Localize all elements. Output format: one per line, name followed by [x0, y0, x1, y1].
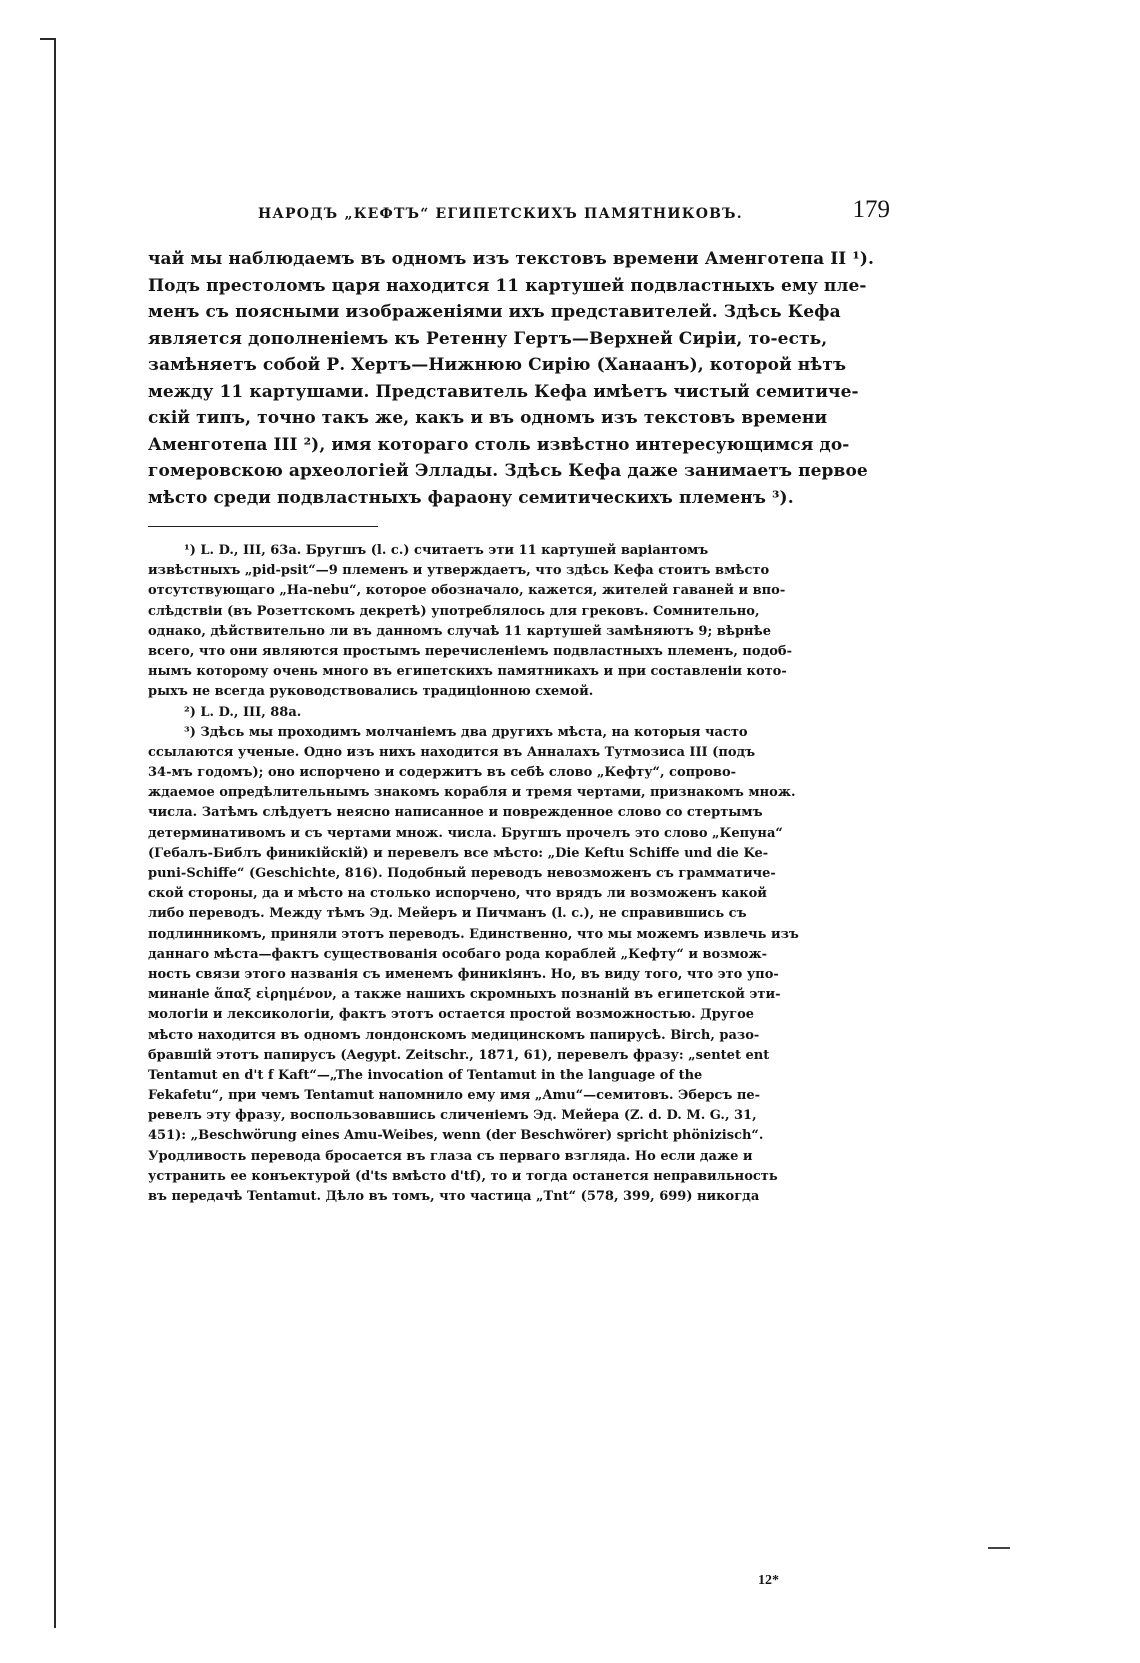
footnotes [148, 541, 890, 1207]
text-line: менъ съ поясными изображеніями ихъ представителей. Здѣсь Кефа [148, 302, 841, 322]
signature-mark: 12* [758, 1573, 779, 1588]
footnote-line: 34-мъ годомъ); оно испорчено и содержитъ въ себѣ слово „Кефту“, сопрово- [148, 765, 737, 781]
footnote-line: ссылаются ученые. Одно изъ нихъ находится въ Анналахъ Тутмозиса III (подъ [148, 744, 756, 760]
footnote-line: мологіи и лексикологіи, фактъ этотъ остается простой возможностью. Другое [148, 1007, 755, 1023]
footnote-rule [148, 526, 378, 527]
text-line: является дополненіемъ къ Ретенну Гертъ—Верхней Сиріи, то-есть, [148, 328, 828, 349]
footnote-line: отсутствующаго „Ha-nebu“, которое обозначало, кажется, жителей гаваней и впо- [148, 583, 786, 599]
footnote-line: Fekafetu“, при чемъ Tentamut напомнило ему имя „Amu“—семитовъ. Эберсъ пе- [148, 1088, 761, 1104]
footnote-2 [148, 703, 890, 723]
footnote-line: нымъ которому очень много въ египетскихъ памятникахъ и при составленіи кото- [148, 664, 787, 680]
footnote-line: Уродливость перевода бросается въ глаза съ перваго взгляда. Но если даже и [148, 1148, 753, 1164]
running-title: НАРОДЪ „КЕФТЪ“ ЕГИПЕТСКИХЪ ПАМЯТНИКОВЪ. [258, 206, 743, 222]
page-number: 179 [852, 196, 890, 223]
footnote-line: 451): „Beschwörung eines Amu-Weibes, wenn (der Beschwörer) spricht phönizisch“. [148, 1128, 764, 1144]
footnote-line: слѣдствіи (въ Розеттскомъ декретѣ) употреблялось для грековъ. Сомнительно, [148, 603, 760, 619]
footnote-line: числа. Затѣмъ слѣдуетъ неясно написанное и поврежденное слово со стертымъ [148, 805, 763, 821]
footnote-1 [148, 541, 890, 703]
scan-edge-tick [40, 38, 54, 40]
text-line: Подъ престоломъ царя находится 11 картушей подвластныхъ ему пле- [148, 275, 867, 296]
footnote-line: ²) L. D., III, 88a. [184, 704, 302, 720]
footnote-line: Tentamut en d't f Kaft“—„The invocation of Tentamut in the language of the [148, 1067, 703, 1083]
footnote-line: минаніе ἅπαξ εἰρημένον, а также нашихъ скромныхъ познаній въ египетской эти- [148, 987, 781, 1003]
text-line: между 11 картушами. Представитель Кефа имѣетъ чистый семитиче- [148, 381, 859, 402]
page [148, 196, 890, 1588]
footnote-3 [148, 723, 890, 1208]
main-text [148, 246, 890, 511]
footnote-line: ревелъ эту фразу, воспользовавшись сличеніемъ Эд. Мейера (Z. d. D. M. G., 31, [148, 1108, 757, 1124]
footnote-line: устранить ее конъектурой (d'ts вмѣсто d'tf), то и тогда останется неправильность [148, 1168, 778, 1184]
footnote-line: ³) Здѣсь мы проходимъ молчаніемъ два другихъ мѣста, на которыя часто [184, 724, 748, 740]
footnote-line: (Гебалъ-Библъ финикійскій) и перевелъ все мѣсто: „Die Keftu Schiffe und die Ke- [148, 845, 769, 861]
footnote-line: ность связи этого названія съ именемъ финикіянъ. Но, въ виду того, что это упо- [148, 966, 779, 982]
scan-corner-dash [988, 1547, 1010, 1549]
running-header [148, 196, 890, 236]
text-line: чай мы наблюдаемъ въ одномъ изъ текстовъ времени Аменготепа II ¹). [148, 249, 875, 269]
footnote-line: ской стороны, да и мѣсто на столько испорчено, что врядъ ли возможенъ какой [148, 886, 767, 902]
text-line: мѣсто среди подвластныхъ фараону семитическихъ племенъ ³). [148, 487, 794, 508]
text-line: гомеровскою археологіей Эллады. Здѣсь Кефа даже занимаетъ первое [148, 461, 868, 481]
text-line: замѣняетъ собой Р. Хертъ—Нижнюю Сирію (Ханаанъ), которой нѣтъ [148, 355, 847, 375]
footnote-line: puni-Schiffe“ (Geschichte, 816). Подобный переводъ невозможенъ съ грамматиче- [148, 866, 776, 881]
footnote-line: ждаемое опредѣлительнымъ знакомъ корабля и тремя чертами, признакомъ множ. [148, 785, 796, 801]
footnote-line: всего, что они являются простымъ перечисленіемъ подвластныхъ племенъ, подоб- [148, 643, 792, 659]
footnote-line: рыхъ не всегда руководствовались традиціонною схемой. [148, 684, 594, 700]
scan-edge-line [54, 38, 56, 1628]
footnote-line: либо переводъ. Между тѣмъ Эд. Мейеръ и Пичманъ (l. c.), не справившись съ [148, 906, 747, 922]
footnote-line: даннаго мѣста—фактъ существованія особаго рода кораблей „Кефту“ и возмож- [148, 946, 767, 962]
text-line: скій типъ, точно такъ же, какъ и въ одномъ изъ текстовъ времени [148, 408, 828, 428]
footnote-line: однако, дѣйствительно ли въ данномъ случаѣ 11 картушей замѣняютъ 9; вѣрнѣе [148, 623, 771, 639]
footnote-line: подлинникомъ, приняли этотъ переводъ. Единственно, что мы можемъ извлечь изъ [148, 926, 799, 942]
footnote-line: извѣстныхъ „pid-psit“—9 племенъ и утверждаетъ, что здѣсь Кефа стоитъ вмѣсто [148, 563, 770, 579]
footnote-line: детерминативомъ и съ чертами множ. числа. Бругшъ прочелъ это слово „Кепуна“ [148, 825, 783, 841]
text-line: Аменготепа III ²), имя котораго столь извѣстно интересующимся до- [148, 434, 850, 455]
footnote-line: ¹) L. D., III, 63a. Бругшъ (l. c.) считаетъ эти 11 картушей варіантомъ [184, 543, 709, 558]
footnote-line: бравшій этотъ папирусъ (Aegypt. Zeitschr., 1871, 61), перевелъ фразу: „sentet ent [148, 1047, 770, 1063]
footnote-line: мѣсто находится въ одномъ лондонскомъ медицинскомъ папирусѣ. Birch, разо- [148, 1027, 760, 1043]
footnote-line: въ передачѣ Tentamut. Дѣло въ томъ, что частица „Tnt“ (578, 399, 699) никогда [148, 1189, 760, 1204]
